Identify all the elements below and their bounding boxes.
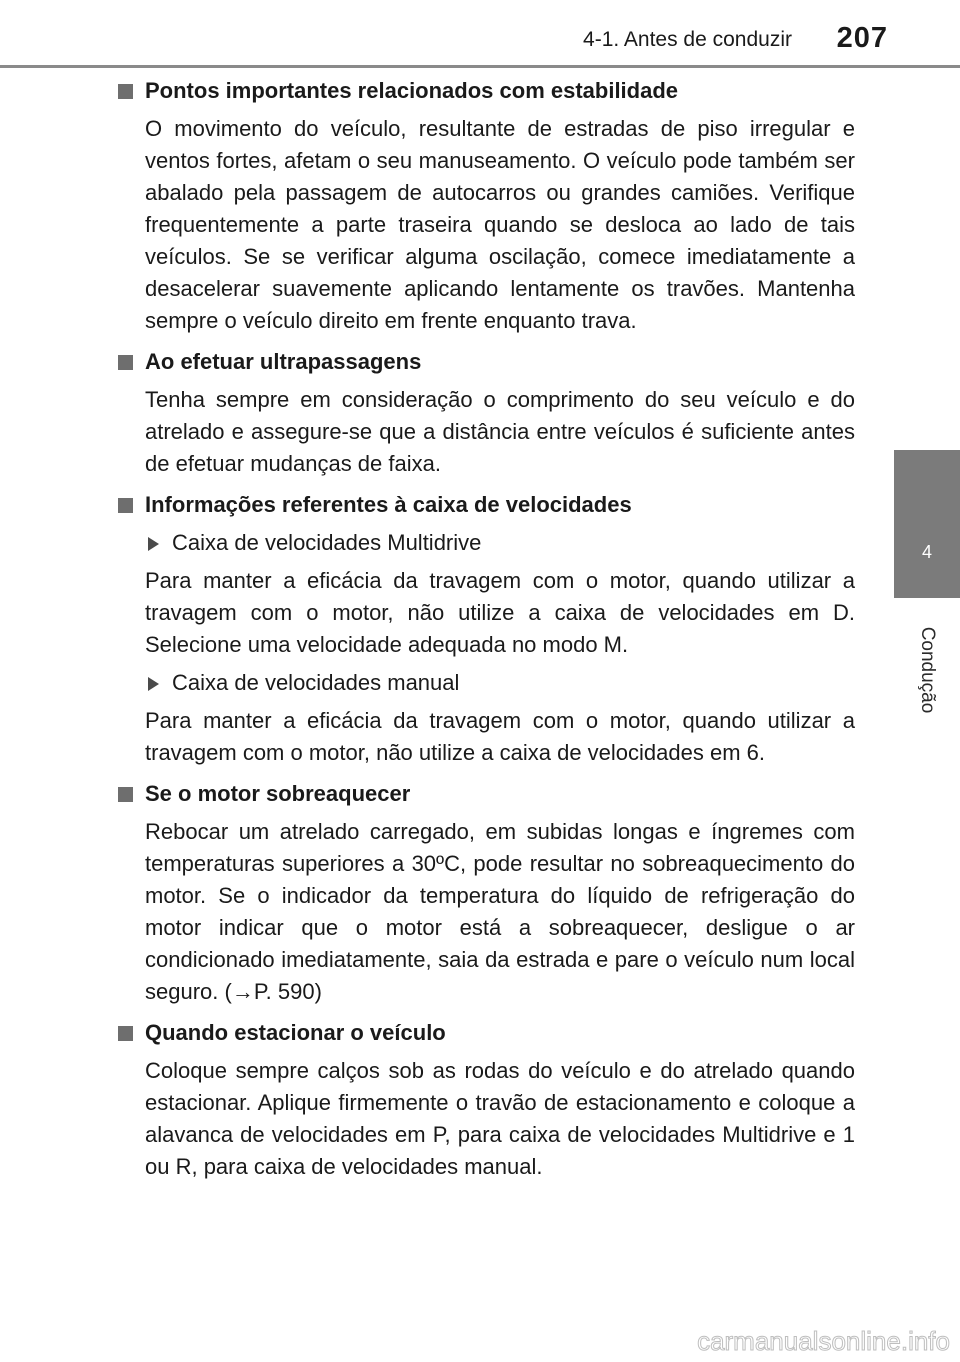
- section-title: [118, 489, 855, 521]
- section-title-text: Quando estacionar o veículo: [145, 1020, 446, 1045]
- paragraph: Para manter a eficácia da travagem com o motor, quando utilizar a travagem com o motor, não utilize a caixa de velocidades em 6.: [145, 708, 855, 765]
- section-title: [118, 1017, 855, 1049]
- section-overtaking: [118, 346, 855, 480]
- square-bullet-icon: [118, 498, 133, 513]
- triangle-bullet-icon: [148, 537, 159, 551]
- header-divider: [0, 65, 960, 68]
- page-number: 207: [836, 22, 888, 54]
- section-overheating: [118, 778, 855, 1008]
- section-title-text: Se o motor sobreaquecer: [145, 781, 411, 806]
- triangle-bullet-icon: [148, 677, 159, 691]
- subheading: [118, 667, 855, 699]
- page-header: [0, 0, 960, 68]
- paragraph: Coloque sempre calços sob as rodas do veículo e do atrelado quando estacionar. Aplique firmemente o travão de estacionamento e coloque a alavanca de velocidades em P, para caixa de velocidades Multidrive e 1 ou R, para caixa de velocidades manual.: [145, 1058, 855, 1179]
- subheading-text: Caixa de velocidades manual: [172, 670, 460, 695]
- paragraph: O movimento do veículo, resultante de estradas de piso irregular e ventos fortes, afetam o seu manuseamento. O veículo pode também ser abalado pela passagem de autocarros ou grandes camiões. Verifique frequentemente a parte traseira quando se desloca ao lado de tais veículos. Se se verificar alguma oscilação, comece imediatamente a desacelerar suavemente aplicando lentamente os travões. Mantenha sempre o veículo direito em frente enquanto trava.: [145, 116, 855, 333]
- page-content: [118, 75, 855, 1192]
- square-bullet-icon: [118, 355, 133, 370]
- paragraph: Rebocar um atrelado carregado, em subidas longas e íngremes com temperaturas superiores a 30ºC, pode resultar no sobreaquecimento do motor. Se o indicador da temperatura do líquido de refrigeração do motor indicar que o motor está a sobreaquecer, desligue o ar condicionado imediatamente, saia da estrada e pare o veículo num local seguro. (→P. 590): [145, 819, 855, 1004]
- section-title: [118, 346, 855, 378]
- section-title: [118, 75, 855, 107]
- subheading-text: Caixa de velocidades Multidrive: [172, 530, 482, 555]
- subheading: [118, 527, 855, 559]
- section-title-text: Informações referentes à caixa de velocidades: [145, 492, 632, 517]
- section-title-text: Pontos importantes relacionados com estabilidade: [145, 78, 679, 103]
- square-bullet-icon: [118, 787, 133, 802]
- watermark-logo: [610, 1320, 960, 1360]
- paragraph: Para manter a eficácia da travagem com o motor, quando utilizar a travagem com o motor, não utilize a caixa de velocidades em D. Selecione uma velocidade adequada no modo M.: [145, 568, 855, 657]
- section-title: [118, 778, 855, 810]
- svg-text:carmanualsonline.info: carmanualsonline.info: [697, 1326, 950, 1356]
- section-title-text: Ao efetuar ultrapassagens: [145, 349, 422, 374]
- section-stability: [118, 75, 855, 337]
- chapter-number: 4: [921, 542, 932, 562]
- square-bullet-icon: [118, 1026, 133, 1041]
- section-heading: 4-1. Antes de conduzir: [583, 28, 792, 51]
- chapter-label-box: [894, 598, 960, 753]
- chapter-tab: [894, 450, 960, 598]
- paragraph: Tenha sempre em consideração o comprimento do seu veículo e do atrelado e assegure-se que a distância entre veículos é suficiente antes de efetuar mudanças de faixa.: [145, 387, 855, 476]
- square-bullet-icon: [118, 84, 133, 99]
- section-parking: [118, 1017, 855, 1183]
- section-transmission: [118, 489, 855, 769]
- chapter-label: Condução: [917, 626, 938, 714]
